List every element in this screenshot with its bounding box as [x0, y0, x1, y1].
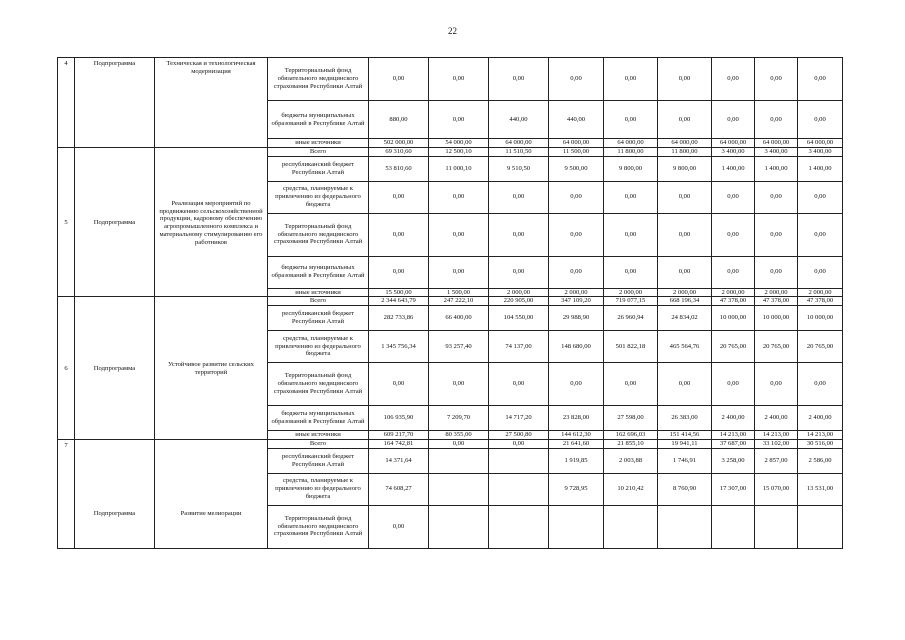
- page-number: 22: [448, 26, 457, 36]
- value-cell: 1 345 756,34: [369, 331, 429, 363]
- value-cell: [549, 505, 604, 548]
- subprogram-name: Техническая и технологическая модернизация: [155, 58, 268, 148]
- value-cell: 13 531,00: [798, 473, 843, 505]
- value-cell: 47 378,00: [798, 297, 843, 306]
- value-cell: 440,00: [489, 101, 549, 139]
- value-cell: 23 828,00: [549, 406, 604, 431]
- value-cell: 719 077,15: [604, 297, 658, 306]
- value-cell: 0,00: [549, 213, 604, 256]
- value-cell: 0,00: [658, 181, 712, 213]
- value-cell: 0,00: [712, 181, 755, 213]
- value-cell: 3 400,00: [755, 147, 798, 156]
- value-cell: 0,00: [755, 256, 798, 288]
- value-cell: [489, 505, 549, 548]
- value-cell: 162 696,03: [604, 431, 658, 440]
- value-cell: 53 810,60: [369, 156, 429, 181]
- value-cell: 3 258,00: [712, 448, 755, 473]
- value-cell: 2 000,00: [604, 288, 658, 297]
- value-cell: 0,00: [549, 256, 604, 288]
- value-cell: 11 000,10: [429, 156, 489, 181]
- value-cell: 220 905,00: [489, 297, 549, 306]
- subprogram-label: Подпрограмма: [75, 439, 155, 548]
- value-cell: 0,00: [604, 181, 658, 213]
- value-cell: 37 687,00: [712, 439, 755, 448]
- value-cell: 80 355,00: [429, 431, 489, 440]
- value-cell: 0,00: [798, 213, 843, 256]
- value-cell: 64 000,00: [489, 139, 549, 148]
- source-label: средства, планируемые к привлечению из федерального бюджета: [268, 181, 369, 213]
- value-cell: 0,00: [798, 101, 843, 139]
- value-cell: [429, 505, 489, 548]
- value-cell: 21 855,10: [604, 439, 658, 448]
- value-cell: 0,00: [489, 58, 549, 101]
- source-label: иные источники: [268, 139, 369, 148]
- source-label: Всего: [268, 297, 369, 306]
- value-cell: 27 598,00: [604, 406, 658, 431]
- value-cell: 2 344 643,79: [369, 297, 429, 306]
- source-label: бюджеты муниципальных образований в Республике Алтай: [268, 256, 369, 288]
- value-cell: 15 070,00: [755, 473, 798, 505]
- value-cell: 64 000,00: [658, 139, 712, 148]
- value-cell: 29 988,90: [549, 306, 604, 331]
- row-number: 7: [58, 439, 75, 548]
- value-cell: 668 196,34: [658, 297, 712, 306]
- value-cell: 8 760,90: [658, 473, 712, 505]
- value-cell: 502 000,00: [369, 139, 429, 148]
- value-cell: 0,00: [369, 181, 429, 213]
- source-label: Территориальный фонд обязательного медицинского страхования Республики Алтай: [268, 213, 369, 256]
- value-cell: 1 400,00: [755, 156, 798, 181]
- value-cell: [429, 448, 489, 473]
- value-cell: 24 834,02: [658, 306, 712, 331]
- value-cell: [712, 505, 755, 548]
- value-cell: 0,00: [369, 213, 429, 256]
- value-cell: 2 000,00: [489, 288, 549, 297]
- value-cell: 2 000,00: [798, 288, 843, 297]
- source-label: республиканский бюджет Республики Алтай: [268, 448, 369, 473]
- value-cell: 0,00: [549, 181, 604, 213]
- value-cell: 0,00: [658, 58, 712, 101]
- source-label: республиканский бюджет Республики Алтай: [268, 306, 369, 331]
- value-cell: [798, 505, 843, 548]
- value-cell: 74 137,00: [489, 331, 549, 363]
- value-cell: 1 500,00: [429, 288, 489, 297]
- source-label: бюджеты муниципальных образований в Республике Алтай: [268, 406, 369, 431]
- value-cell: 1 400,00: [798, 156, 843, 181]
- value-cell: 2 400,00: [712, 406, 755, 431]
- value-cell: 64 000,00: [549, 139, 604, 148]
- value-cell: 501 822,18: [604, 331, 658, 363]
- value-cell: 10 000,00: [798, 306, 843, 331]
- value-cell: 0,00: [755, 181, 798, 213]
- source-label: иные источники: [268, 431, 369, 440]
- value-cell: [755, 505, 798, 548]
- value-cell: 20 765,00: [755, 331, 798, 363]
- value-cell: 0,00: [429, 363, 489, 406]
- value-cell: 164 742,81: [369, 439, 429, 448]
- value-cell: 247 222,10: [429, 297, 489, 306]
- value-cell: 11 800,00: [658, 147, 712, 156]
- value-cell: 0,00: [549, 58, 604, 101]
- value-cell: 0,00: [712, 363, 755, 406]
- value-cell: 0,00: [755, 101, 798, 139]
- value-cell: 9 510,50: [489, 156, 549, 181]
- value-cell: 47 378,00: [712, 297, 755, 306]
- row-number: 5: [58, 147, 75, 297]
- value-cell: 11 510,50: [489, 147, 549, 156]
- value-cell: 0,00: [755, 58, 798, 101]
- value-cell: 0,00: [549, 363, 604, 406]
- subprogram-name: Устойчивое развитие сельских территорий: [155, 297, 268, 440]
- value-cell: 19 941,11: [658, 439, 712, 448]
- value-cell: 1 400,00: [712, 156, 755, 181]
- value-cell: 151 414,56: [658, 431, 712, 440]
- value-cell: 0,00: [658, 213, 712, 256]
- value-cell: 465 564,76: [658, 331, 712, 363]
- value-cell: 66 400,00: [429, 306, 489, 331]
- value-cell: 54 000,00: [429, 139, 489, 148]
- value-cell: 2 400,00: [798, 406, 843, 431]
- value-cell: 14 213,00: [798, 431, 843, 440]
- value-cell: 0,00: [604, 213, 658, 256]
- value-cell: 7 209,70: [429, 406, 489, 431]
- value-cell: 282 733,86: [369, 306, 429, 331]
- value-cell: 20 765,00: [798, 331, 843, 363]
- source-label: средства, планируемые к привлечению из федерального бюджета: [268, 331, 369, 363]
- value-cell: 440,00: [549, 101, 604, 139]
- value-cell: 0,00: [429, 101, 489, 139]
- value-cell: 9 800,00: [658, 156, 712, 181]
- value-cell: 2 000,00: [549, 288, 604, 297]
- value-cell: 0,00: [429, 256, 489, 288]
- value-cell: 9 728,95: [549, 473, 604, 505]
- value-cell: 0,00: [489, 439, 549, 448]
- subprogram-label: Подпрограмма: [75, 147, 155, 297]
- value-cell: [429, 473, 489, 505]
- value-cell: 0,00: [429, 213, 489, 256]
- value-cell: 0,00: [755, 213, 798, 256]
- value-cell: 64 000,00: [755, 139, 798, 148]
- source-label: иные источники: [268, 288, 369, 297]
- value-cell: 20 765,00: [712, 331, 755, 363]
- value-cell: [658, 505, 712, 548]
- value-cell: 27 500,80: [489, 431, 549, 440]
- value-cell: 0,00: [489, 256, 549, 288]
- value-cell: 14 371,64: [369, 448, 429, 473]
- value-cell: 2 400,00: [755, 406, 798, 431]
- value-cell: 2 000,00: [712, 288, 755, 297]
- value-cell: 33 102,00: [755, 439, 798, 448]
- value-cell: 64 000,00: [604, 139, 658, 148]
- value-cell: 0,00: [712, 213, 755, 256]
- value-cell: 0,00: [798, 256, 843, 288]
- value-cell: 10 210,42: [604, 473, 658, 505]
- value-cell: 0,00: [712, 256, 755, 288]
- value-cell: 0,00: [755, 363, 798, 406]
- subprogram-label: Подпрограмма: [75, 297, 155, 440]
- value-cell: 0,00: [429, 58, 489, 101]
- value-cell: 15 500,00: [369, 288, 429, 297]
- value-cell: [489, 448, 549, 473]
- value-cell: 2 586,00: [798, 448, 843, 473]
- value-cell: 47 378,00: [755, 297, 798, 306]
- value-cell: 106 935,90: [369, 406, 429, 431]
- value-cell: 0,00: [798, 181, 843, 213]
- value-cell: 26 960,94: [604, 306, 658, 331]
- value-cell: 14 213,00: [712, 431, 755, 440]
- source-label: республиканский бюджет Республики Алтай: [268, 156, 369, 181]
- value-cell: 0,00: [604, 101, 658, 139]
- row-number: 4: [58, 58, 75, 148]
- value-cell: 17 307,00: [712, 473, 755, 505]
- value-cell: 14 717,20: [489, 406, 549, 431]
- value-cell: 144 612,30: [549, 431, 604, 440]
- source-label: Территориальный фонд обязательного медицинского страхования Республики Алтай: [268, 58, 369, 101]
- value-cell: 0,00: [604, 256, 658, 288]
- value-cell: 0,00: [369, 363, 429, 406]
- value-cell: 2 000,00: [658, 288, 712, 297]
- subprogram-label: Подпрограмма: [75, 58, 155, 148]
- value-cell: 0,00: [489, 181, 549, 213]
- value-cell: 0,00: [658, 256, 712, 288]
- value-cell: 2 003,88: [604, 448, 658, 473]
- value-cell: 347 109,20: [549, 297, 604, 306]
- value-cell: 0,00: [712, 58, 755, 101]
- value-cell: 12 500,10: [429, 147, 489, 156]
- value-cell: 0,00: [658, 363, 712, 406]
- value-cell: 30 516,00: [798, 439, 843, 448]
- value-cell: 64 000,00: [712, 139, 755, 148]
- subprogram-name: Реализация мероприятий по продвижению сельскохозяйственной продукции, кадровому обеспечению агропромышленного комплекса и материальному стимулированию его работников: [155, 147, 268, 297]
- source-label: Всего: [268, 439, 369, 448]
- value-cell: 0,00: [369, 58, 429, 101]
- value-cell: 14 213,00: [755, 431, 798, 440]
- value-cell: 0,00: [798, 58, 843, 101]
- value-cell: 3 400,00: [798, 147, 843, 156]
- source-label: Территориальный фонд обязательного медицинского страхования Республики Алтай: [268, 363, 369, 406]
- value-cell: 1 919,85: [549, 448, 604, 473]
- row-number: 6: [58, 297, 75, 440]
- value-cell: 3 400,00: [712, 147, 755, 156]
- value-cell: 10 000,00: [755, 306, 798, 331]
- value-cell: 0,00: [429, 181, 489, 213]
- value-cell: 0,00: [604, 363, 658, 406]
- source-label: Территориальный фонд обязательного медицинского страхования Республики Алтай: [268, 505, 369, 548]
- budget-table: [57, 57, 843, 549]
- value-cell: 0,00: [604, 58, 658, 101]
- source-label: средства, планируемые к привлечению из федерального бюджета: [268, 473, 369, 505]
- value-cell: [604, 505, 658, 548]
- source-label: Всего: [268, 147, 369, 156]
- value-cell: 0,00: [798, 363, 843, 406]
- value-cell: 11 500,00: [549, 147, 604, 156]
- value-cell: 0,00: [369, 256, 429, 288]
- value-cell: 11 800,00: [604, 147, 658, 156]
- value-cell: 0,00: [712, 101, 755, 139]
- value-cell: 64 000,00: [798, 139, 843, 148]
- value-cell: 880,00: [369, 101, 429, 139]
- value-cell: 26 383,00: [658, 406, 712, 431]
- table-body: [58, 58, 843, 549]
- value-cell: [489, 473, 549, 505]
- value-cell: 1 746,91: [658, 448, 712, 473]
- value-cell: 0,00: [489, 363, 549, 406]
- value-cell: 9 800,00: [604, 156, 658, 181]
- value-cell: 148 680,00: [549, 331, 604, 363]
- value-cell: 104 550,00: [489, 306, 549, 331]
- value-cell: 9 500,00: [549, 156, 604, 181]
- value-cell: 21 641,60: [549, 439, 604, 448]
- value-cell: 2 857,00: [755, 448, 798, 473]
- value-cell: 69 310,60: [369, 147, 429, 156]
- source-label: бюджеты муниципальных образований в Республике Алтай: [268, 101, 369, 139]
- value-cell: 74 608,27: [369, 473, 429, 505]
- value-cell: 0,00: [429, 439, 489, 448]
- value-cell: 609 217,70: [369, 431, 429, 440]
- value-cell: 2 000,00: [755, 288, 798, 297]
- value-cell: 0,00: [489, 213, 549, 256]
- subprogram-name: Развитие мелиорации: [155, 439, 268, 548]
- value-cell: 93 257,40: [429, 331, 489, 363]
- value-cell: 0,00: [658, 101, 712, 139]
- value-cell: 10 000,00: [712, 306, 755, 331]
- value-cell: 0,00: [369, 505, 429, 548]
